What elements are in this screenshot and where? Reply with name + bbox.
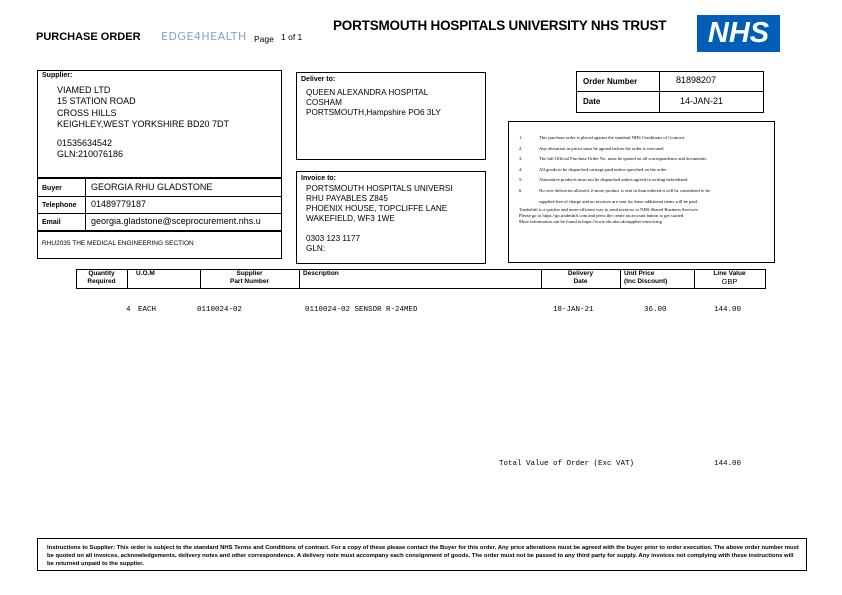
order-date-value: 14-JAN-21 (680, 96, 724, 106)
order-total-value: 144.00 (714, 460, 742, 468)
supplier-line (57, 130, 229, 138)
order-date-label: Date (583, 97, 601, 106)
supplier-line: 15 STATION ROAD (57, 96, 136, 107)
supplier-line: KEIGHLEY,WEST YORKSHIRE BD20 7DT (57, 118, 230, 129)
supplier-box (37, 70, 282, 178)
conditions-list (519, 135, 771, 225)
email-label: Email (42, 219, 61, 226)
cell-description: 0110024-02 SENSOR R-24MED (305, 306, 418, 314)
telephone-value: 01489779187 (91, 199, 147, 209)
invoice-gln: GLN: (306, 244, 326, 253)
cell-part-number: 0110024-02 (197, 306, 243, 314)
supplier-gln: GLN:210076186 (57, 149, 124, 160)
divider (38, 196, 281, 197)
invoice-line: RHU PAYABLES Z845 (306, 194, 388, 203)
deliver-line: QUEEN ALEXANDRA HOSPITAL (306, 88, 429, 97)
nhs-logo (697, 15, 780, 52)
condition-item: supplied free of charge and no invoices are sent for these additional items will be paid. (539, 198, 699, 204)
deliver-to-box (296, 72, 486, 160)
section-text: RHU2035 THE MEDICAL ENGINEERING SECTION (42, 240, 194, 247)
condition-note: Please go to https://go.tradeshift.com and press the create an account button to get started. (519, 212, 685, 218)
supplier-address (57, 85, 229, 161)
invoice-line: PHOENIX HOUSE, TOPCLIFFE LANE (306, 204, 448, 213)
supplier-phone: 01535634542 (57, 138, 113, 149)
condition-item: 6. No over deliveries allowed, if more product is sent in than ordered it will be considered to be (519, 187, 710, 193)
buyer-box (37, 178, 282, 231)
col-header-delivery-date: Delivery Date (567, 270, 594, 285)
condition-item: 4. All goods to be dispatched carriage paid unless specified on the order. (519, 166, 668, 172)
col-header-quantity: Quantity Required (87, 270, 116, 285)
deliver-line: PORTSMOUTH,Hampshire PO6 3LY (306, 108, 441, 117)
supplier-label: Supplier: (42, 72, 73, 79)
divider (620, 269, 621, 288)
conditions-box (508, 121, 775, 263)
invoice-to-address (306, 184, 453, 254)
deliver-to-label: Deliver to: (301, 76, 336, 83)
footer-instructions: Instructions to Supplier: This order is subject to the standard NHS Terms and Conditions of contract. For a copy of these please contact the Buyer for this order. Any price alterations must be agreed with the buyer prior to order execution. The above order number must be quoted on all invoices, acknowledgements, delivery notes and other correspondence. A delivery note must accompany each consignment of goods. The order must not be passed to any third party for supply. Any invoices not complying with these instructions will be returned unpaid to the supplier. (47, 545, 799, 567)
condition-note: Tradeshift is a quicker and more efficient way to send invoices to NHS Shared Business Services. (519, 206, 699, 212)
col-header-unit-price: Unit Price (Inc Discount) (624, 270, 668, 285)
deliver-to-address (306, 88, 441, 118)
divider (659, 72, 660, 112)
condition-item: 1. This purchase order is placed against the standard NHS Conditions of Contract. (519, 135, 686, 140)
invoice-phone: 0303 123 1177 (306, 234, 361, 243)
line-items-header (76, 269, 766, 289)
invoice-line: WAKEFIELD, WF3 1WE (306, 214, 395, 223)
email-value: georgia.gladstone@sceprocurement.nhs.u (91, 216, 261, 226)
invoice-line (306, 224, 453, 234)
edge4health-logo: EDGE4HEALTH (161, 30, 247, 43)
order-info-box (576, 71, 764, 113)
divider (765, 269, 766, 288)
cell-line-value: 144.00 (714, 306, 742, 314)
cell-uom: EACH (138, 306, 157, 314)
divider (76, 288, 766, 289)
trust-name: PORTSMOUTH HOSPITALS UNIVERSITY NHS TRUST (333, 18, 667, 33)
divider (127, 269, 128, 288)
order-total-label: Total Value of Order (Exc VAT) (499, 460, 635, 468)
condition-item: 5. Alternative products must not be dispatched unless agreed in writing beforehand. (519, 177, 689, 183)
col-header-uom: U.O.M (136, 270, 155, 277)
condition-item: 3. The full Official Purchase Order No. must be quoted on all correspondence and documents. (519, 156, 708, 162)
footer-instructions-box (37, 538, 807, 571)
page-label: Page (254, 34, 274, 44)
supplier-line: VIAMED LTD (57, 85, 111, 95)
condition-note: More information can be found at https://www.sbs.nhs.uk/supplier-einvoicing (519, 218, 662, 224)
col-header-line-value: Line Value GBP (713, 270, 746, 286)
col-header-part-number: Supplier Part Number (229, 270, 269, 285)
divider (299, 269, 300, 288)
divider (85, 179, 86, 230)
divider (38, 213, 281, 214)
section-box (37, 231, 282, 259)
cell-quantity: 4 (126, 306, 131, 314)
condition-item: 2. Any alteration in prices must be agreed before the order is executed. (519, 145, 665, 151)
cell-delivery-date: 18-JAN-21 (553, 306, 594, 314)
invoice-line: PORTSMOUTH HOSPITALS UNIVERSI (306, 184, 453, 193)
supplier-line: CROSS HILLS (57, 107, 117, 118)
deliver-line: COSHAM (306, 98, 342, 107)
order-number-label: Order Number (583, 77, 638, 86)
table-row (76, 306, 766, 316)
page-of: 1 of 1 (281, 32, 303, 42)
buyer-label: Buyer (42, 185, 62, 192)
order-number-value: 81898207 (676, 75, 717, 85)
col-header-description: Description (303, 270, 339, 277)
buyer-value: GEORGIA RHU GLADSTONE (91, 182, 213, 192)
document-title: PURCHASE ORDER (36, 31, 141, 43)
divider (577, 91, 763, 92)
cell-unit-price: 36.00 (644, 306, 667, 314)
invoice-to-label: Invoice to: (301, 175, 337, 182)
nhs-logo-text: NHS (707, 17, 770, 49)
telephone-label: Telephone (42, 202, 77, 209)
invoice-to-box (296, 171, 486, 264)
